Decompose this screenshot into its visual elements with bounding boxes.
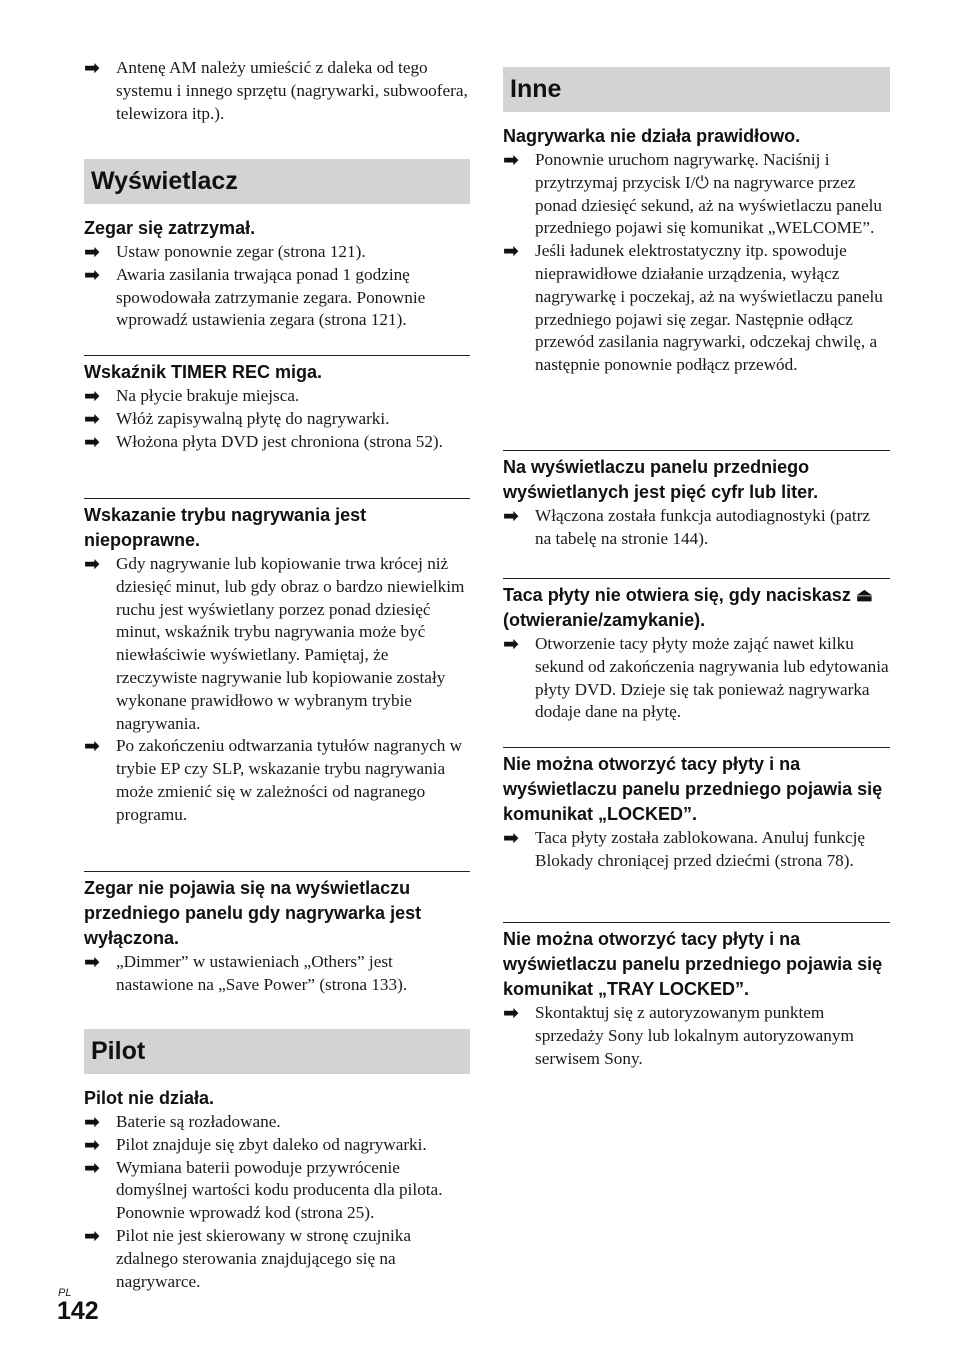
section-title-pilot: Pilot: [84, 1029, 470, 1074]
arrow-right-icon: ➡: [84, 1133, 100, 1156]
faq-block: [84, 216, 470, 332]
arrow-right-icon: ➡: [503, 149, 519, 171]
faq-block: [503, 124, 890, 377]
arrow-right-icon: ➡: [84, 951, 100, 973]
faq-heading: Zegar się zatrzymał.: [84, 218, 256, 238]
faq-block: [503, 922, 890, 1070]
arrow-right-icon: ➡: [84, 385, 100, 407]
list-item: ➡ „Dimmer” w ustawieniach „Others” jest nastawione na „Save Power” (strona 133).: [84, 951, 408, 994]
arrow-right-icon: ➡: [84, 735, 100, 758]
arrow-right-icon: ➡: [503, 827, 519, 849]
faq-block: [503, 450, 890, 551]
list-item: ➡ Włożona płyta DVD jest chroniona (strona 52).: [84, 430, 443, 453]
list-item: ➡ Taca płyty została zablokowana. Anuluj funkcję Blokady chroniącej przed dziećmi (strona 78).: [503, 827, 866, 870]
list-item: ➡ Na płycie brakuje miejsca.: [84, 385, 300, 407]
arrow-right-icon: ➡: [503, 1002, 519, 1024]
arrow-right-icon: ➡: [84, 263, 100, 286]
faq-heading: Zegar nie pojawia się na wyświetlaczu przedniego panelu gdy nagrywarka jest wyłączona.: [84, 878, 422, 948]
list-item: ➡ Otworzenie tacy płyty może zająć nawet kilku sekund od zakończenia nagrywania lub edytowania płyty DVD. Dzieje się tak ponieważ nagrywarka dodaje dane na płytę.: [503, 633, 889, 722]
page-language: PL: [58, 1287, 72, 1299]
list-item: ➡ Jeśli ładunek elektrostatyczny itp. spowoduje nieprawidłowe działanie urządzenia, wyłącz nagrywarkę i poczekaj, aż na wyświetlaczu panelu przedniego pojawi się zegar. Następnie odłącz przewód zasilania nagrywarki, odczekaj chwilę, a następnie ponownie podłącz przewód.: [503, 240, 883, 375]
list-item: ➡ Baterie są rozładowane.: [84, 1111, 281, 1133]
arrow-right-icon: ➡: [84, 1156, 100, 1179]
intro-block: [84, 57, 470, 125]
faq-block: [84, 355, 470, 453]
arrow-right-icon: ➡: [84, 1224, 100, 1247]
list-item: ➡ Ponownie uruchom nagrywarkę. Naciśnij i przytrzymaj przycisk I/⏻ na nagrywarce przez ponad dziesięć sekund, aż na wyświetlaczu panelu przedniego pojawi się komunikat „WELCOME”.: [503, 149, 882, 238]
list-item: ➡ Gdy nagrywanie lub kopiowanie trwa krócej niż dziesięć minut, lub gdy obraz o bardzo niewielkim ruchu jest wyświetlany porzez ponad dziesięć minut, wskaźnik trybu nagrywania może być niewłaściwie wyświetlany. Pamiętaj, że rzeczywiste nagrywanie lub kopiowanie zostały wykonane prawidłowo w wybranym trybie nagrywania.: [84, 553, 465, 733]
list-item: ➡ Włączona została funkcja autodiagnostyki (patrz na tabelę na stronie 144).: [503, 505, 871, 548]
list-item: ➡ Skontaktuj się z autoryzowanym punktem sprzedaży Sony lub lokalnym autoryzowanym serwisem Sony.: [503, 1002, 854, 1068]
page-number: 142: [57, 1297, 99, 1325]
arrow-right-icon: ➡: [84, 407, 100, 430]
list-item: ➡ Antenę AM należy umieścić z daleka od tego systemu i innego sprzętu (nagrywarki, subwoofera, telewizora itp.).: [84, 57, 468, 123]
list-item: ➡ Ustaw ponownie zegar (strona 121).: [84, 241, 366, 263]
section-title-inne: Inne: [503, 67, 890, 112]
faq-block: [503, 578, 890, 724]
list-item: ➡ Awaria zasilania trwająca ponad 1 godzinę spowodowała zatrzymanie zegara. Ponownie wprowadź ustawienia zegara (strona 121).: [84, 263, 426, 330]
faq-block: [84, 1086, 470, 1293]
list-item: ➡ Wymiana baterii powoduje przywrócenie domyślnej wartości kodu producenta dla pilota. Ponownie wprowadź kod (strona 25).: [84, 1156, 443, 1223]
faq-heading: Wskaźnik TIMER REC miga.: [84, 362, 323, 382]
list-item: ➡ Pilot znajduje się zbyt daleko od nagrywarki.: [84, 1133, 427, 1156]
faq-heading: Nagrywarka nie działa prawidłowo.: [503, 126, 801, 146]
section-title-wyswietlacz: Wyświetlacz: [84, 159, 470, 204]
faq-heading: Wskazanie trybu nagrywania jest niepoprawne.: [84, 505, 367, 550]
list-item: ➡ Po zakończeniu odtwarzania tytułów nagranych w trybie EP czy SLP, wskazanie trybu nagrywania może zmienić się w zależności od nagranego programu.: [84, 735, 463, 824]
arrow-right-icon: ➡: [84, 553, 100, 575]
faq-heading: Nie można otworzyć tacy płyty i na wyświetlaczu panelu przedniego pojawia się komunikat „TRAY LOCKED”.: [503, 929, 883, 999]
arrow-right-icon: ➡: [503, 633, 519, 655]
faq-block: [84, 871, 470, 997]
arrow-right-icon: ➡: [84, 430, 100, 453]
arrow-right-icon: ➡: [503, 240, 519, 263]
arrow-right-icon: ➡: [503, 505, 519, 527]
list-item: ➡ Włóż zapisywalną płytę do nagrywarki.: [84, 407, 390, 430]
faq-heading: Taca płyty nie otwiera się, gdy naciskasz ⏏ (otwieranie/zamykanie).: [503, 585, 873, 630]
faq-heading: Na wyświetlaczu panelu przedniego wyświetlanych jest pięć cyfr lub liter.: [503, 457, 819, 502]
arrow-right-icon: ➡: [84, 1111, 100, 1133]
faq-heading: Nie można otworzyć tacy płyty i na wyświetlaczu panelu przedniego pojawia się komunikat „LOCKED”.: [503, 754, 883, 824]
faq-block: [503, 747, 890, 873]
faq-block: [84, 498, 470, 827]
arrow-right-icon: ➡: [84, 57, 100, 79]
arrow-right-icon: ➡: [84, 241, 100, 263]
list-item: ➡ Pilot nie jest skierowany w stronę czujnika zdalnego sterowania znajdującego się na nagrywarce.: [84, 1224, 411, 1291]
faq-heading: Pilot nie działa.: [84, 1088, 215, 1108]
